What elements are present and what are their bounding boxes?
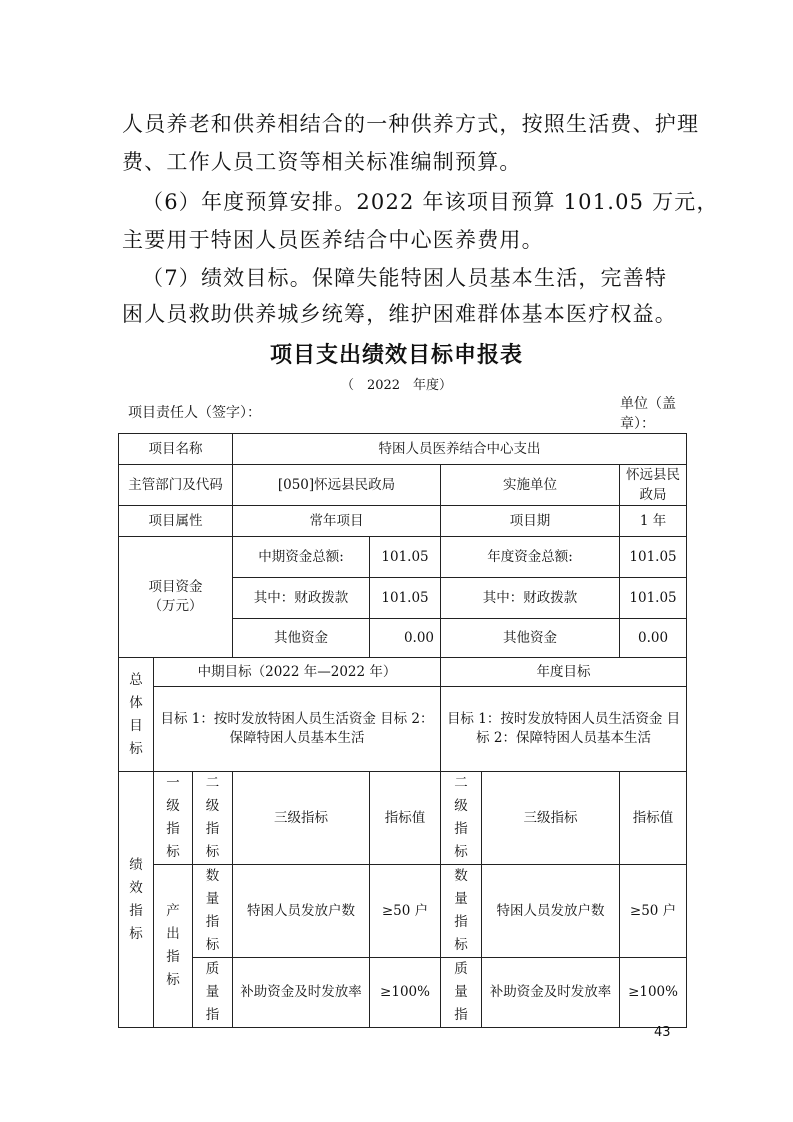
paragraph-line-1: 人员养老和供养相结合的一种供养方式，按照生活费、护理 xyxy=(122,112,700,136)
quantity-indicator-label: 数量指标 xyxy=(193,865,233,958)
mid-total-label: 中期资金总额: xyxy=(233,537,370,578)
row-department xyxy=(119,465,687,506)
unit-seal-line-1: 单位（盖 xyxy=(620,396,676,412)
impl-unit-value: 怀远县民政局 xyxy=(620,465,687,506)
quality-indicator-label-annual: 质量指 xyxy=(441,958,482,1028)
row-indicator-headers xyxy=(119,772,687,865)
project-name-value: 特困人员医养结合中心支出 xyxy=(233,434,687,465)
indicator-value-header-annual: 指标值 xyxy=(620,772,687,865)
page-number: 43 xyxy=(654,1025,671,1040)
mid-goal-header: 中期目标（2022 年—2022 年） xyxy=(154,658,441,687)
row-attribute xyxy=(119,506,687,537)
level3-header: 三级指标 xyxy=(233,772,370,865)
other-value-annual: 0.00 xyxy=(620,619,687,658)
row-goal-headers xyxy=(119,658,687,687)
mid-total-value: 101.05 xyxy=(370,537,441,578)
paragraph-line-2: 费、工作人员工资等相关标准编制预算。 xyxy=(122,150,522,174)
other-label-mid: 其他资金 xyxy=(233,619,370,658)
row-quantity xyxy=(119,865,687,958)
fiscal-value-annual: 101.05 xyxy=(620,578,687,619)
row-funds-total xyxy=(119,537,687,578)
funds-label: 项目资金（万元） xyxy=(119,537,233,658)
attr-label: 项目属性 xyxy=(119,506,233,537)
fiscal-label-mid: 其中：财政拨款 xyxy=(233,578,370,619)
paragraph-line-5: （7）绩效目标。保障失能特困人员基本生活，完善特 xyxy=(142,266,668,290)
quality-value-annual: ≥100% xyxy=(620,958,687,1028)
output-indicator-label: 产出指标 xyxy=(154,865,193,1028)
impl-unit-label: 实施单位 xyxy=(441,465,620,506)
mid-goal-text: 目标 1：按时发放特困人员生活资金 目标 2：保障特困人员基本生活 xyxy=(154,687,441,772)
quality-item: 补助资金及时发放率 xyxy=(233,958,370,1028)
dept-label: 主管部门及代码 xyxy=(119,465,233,506)
fiscal-value-mid: 101.05 xyxy=(370,578,441,619)
quantity-value: ≥50 户 xyxy=(370,865,441,958)
unit-seal-line-2: 章）： xyxy=(620,416,655,432)
quantity-indicator-label-annual: 数量指标 xyxy=(441,865,482,958)
indicator-value-header: 指标值 xyxy=(370,772,441,865)
other-label-annual: 其他资金 xyxy=(441,619,620,658)
unit-seal xyxy=(620,394,676,434)
level3-header-annual: 三级指标 xyxy=(482,772,620,865)
annual-goal-header: 年度目标 xyxy=(441,658,687,687)
annual-goal-text: 目标 1：按时发放特困人员生活资金 目标 2：保障特困人员基本生活 xyxy=(441,687,687,772)
annual-total-value: 101.05 xyxy=(620,537,687,578)
paragraph-line-6: 困人员救助供养城乡统筹，维护困难群体基本医疗权益。 xyxy=(122,302,677,326)
attr-value: 常年项目 xyxy=(233,506,441,537)
level2-header: 二级指标 xyxy=(193,772,233,865)
quantity-item-annual: 特困人员发放户数 xyxy=(482,865,620,958)
level2-header-annual: 二级指标 xyxy=(441,772,482,865)
row-quality xyxy=(119,958,687,1028)
quantity-value-annual: ≥50 户 xyxy=(620,865,687,958)
period-value: 1 年 xyxy=(620,506,687,537)
fiscal-label-annual: 其中：财政拨款 xyxy=(441,578,620,619)
period-label: 项目期 xyxy=(441,506,620,537)
level1-header: 一级指标 xyxy=(154,772,193,865)
row-goal-text xyxy=(119,687,687,772)
performance-goal-table xyxy=(118,433,687,1028)
annual-total-label: 年度资金总额: xyxy=(441,537,620,578)
paragraph-line-4: 主要用于特困人员医养结合中心医养费用。 xyxy=(122,228,544,252)
row-project-name xyxy=(119,434,687,465)
form-year: （ 2022 年度） xyxy=(340,378,453,393)
quality-item-annual: 补助资金及时发放率 xyxy=(482,958,620,1028)
overall-goal-label: 总体目标 xyxy=(119,658,154,772)
quality-value: ≥100% xyxy=(370,958,441,1028)
responsible-signature: 项目责任人（签字）： xyxy=(128,405,261,421)
performance-indicators-label: 绩效指标 xyxy=(119,772,154,1028)
paragraph-line-3: （6）年度预算安排。2022 年该项目预算 101.05 万元， xyxy=(142,190,719,214)
quantity-item: 特困人员发放户数 xyxy=(233,865,370,958)
dept-value: [050]怀远县民政局 xyxy=(233,465,441,506)
other-value-mid: 0.00 xyxy=(370,619,441,658)
project-name-label: 项目名称 xyxy=(119,434,233,465)
form-title: 项目支出绩效目标申报表 xyxy=(269,343,523,368)
quality-indicator-label: 质量指 xyxy=(193,958,233,1028)
